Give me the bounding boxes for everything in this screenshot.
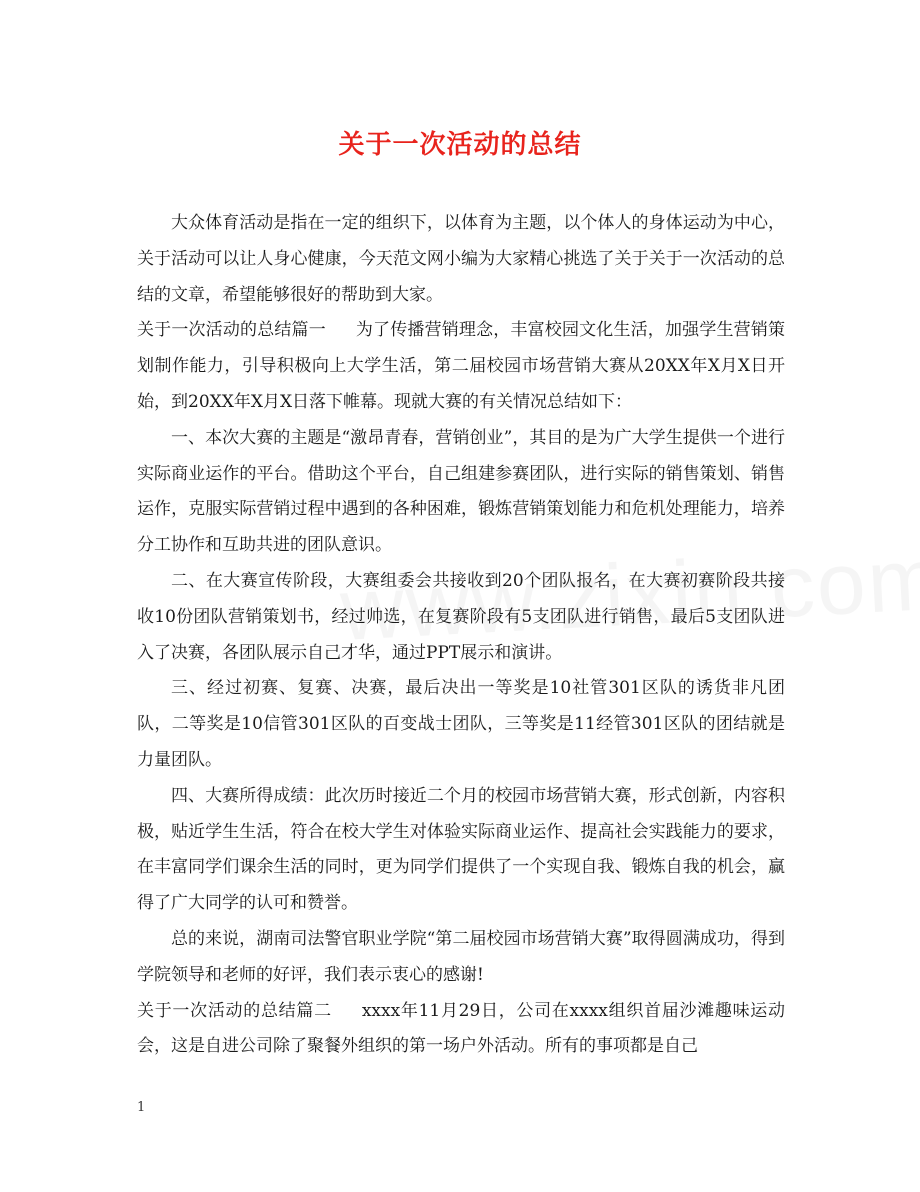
paragraph-text: xxxx年11月29日，公司在xxxx组织首届沙滩趣味运动会，这是自进公司除了聚餐外组织的第一场户外活动。所有的事项都是自己: [137, 1000, 786, 1057]
document-title: 关于一次活动的总结: [338, 130, 582, 160]
section-heading: 关于一次活动的总结篇一: [137, 320, 326, 341]
document-body: [137, 206, 785, 1065]
paragraph-section-two: [137, 994, 785, 1066]
paragraph-text: 总的来说，湖南司法警官职业学院“第二届校园市场营销大赛”取得圆满成功，得到学院领导和老师的好评，我们表示衷心的感谢!: [137, 928, 785, 985]
paragraph-text: 大众体育活动是指在一定的组织下，以体育为主题，以个体人的身体运动为中心，关于活动可以让人身心健康，今天范文网小编为大家精心挑选了关于关于一次活动的总结的文章，希望能够很好的帮助到大家。: [137, 213, 785, 305]
paragraph-text: 三、经过初赛、复赛、决赛，最后决出一等奖是10社管301区队的诱货非凡团队，二等奖是10信管301区队的百变战士团队，三等奖是11经管301区队的团结就是力量团队。: [137, 678, 785, 770]
paragraph-conclusion: [137, 922, 785, 994]
paragraph-point-one: [137, 421, 785, 564]
paragraph-point-two: [137, 564, 785, 671]
paragraph-section-one: [137, 313, 785, 420]
page-number: 1: [137, 1100, 146, 1115]
paragraph-intro: [137, 206, 785, 313]
paragraph-text: 四、大赛所得成绩：此次历时接近二个月的校园市场营销大赛，形式创新，内容积极，贴近学生生活，符合在校大学生对体验实际商业运作、提高社会实践能力的要求，在丰富同学们课余生活的同时，更为同学们提供了一个实现自我、锻炼自我的机会，赢得了广大同学的认可和赞誉。: [137, 785, 785, 914]
paragraph-text: 一、本次大赛的主题是“激昂青春，营销创业”，其目的是为广大学生提供一个进行实际商业运作的平台。借助这个平台，自己组建参赛团队，进行实际的销售策划、销售运作，克服实际营销过程中遇到的各种困难，锻炼营销策划能力和危机处理能力，培养分工协作和互助共进的团队意识。: [137, 427, 785, 556]
paragraph-text: 二、在大赛宣传阶段，大赛组委会共接收到20个团队报名，在大赛初赛阶段共接收10份团队营销策划书，经过帅选，在复赛阶段有5支团队进行销售，最后5支团队进入了决赛，各团队展示自己才华，通过PPT展示和演讲。: [137, 570, 785, 663]
paragraph-text: 为了传播营销理念，丰富校园文化生活，加强学生营销策划制作能力，引导积极向上大学生活，第二届校园市场营销大赛从20XX年X月X日开始，到20XX年X月X日落下帷幕。现就大赛的有关情况总结如下：: [137, 320, 786, 412]
paragraph-point-three: [137, 671, 785, 778]
section-heading: 关于一次活动的总结篇二: [137, 1000, 332, 1021]
paragraph-point-four: [137, 779, 785, 922]
